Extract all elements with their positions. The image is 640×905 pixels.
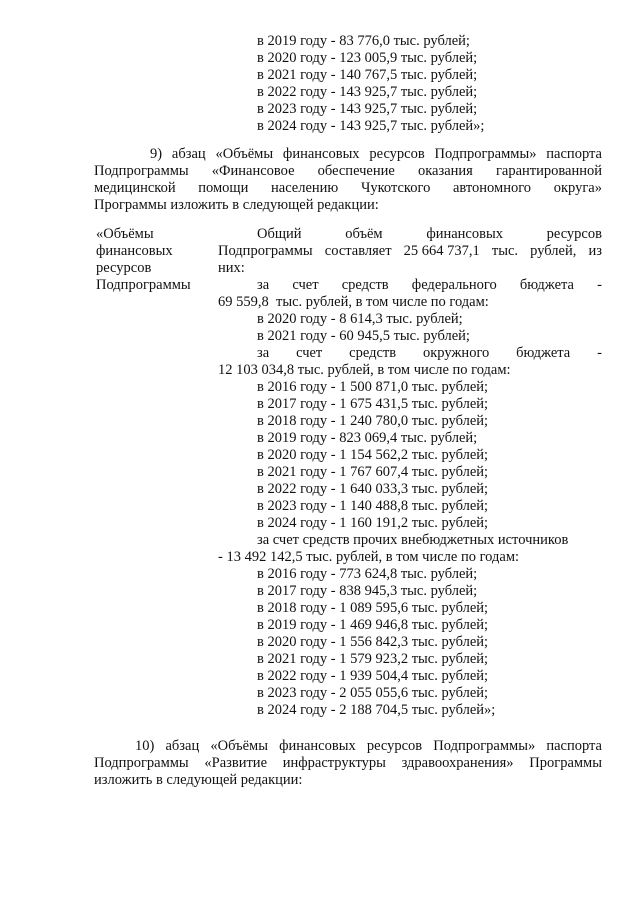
total-line1 bbox=[257, 226, 602, 243]
word: Общий bbox=[257, 226, 302, 242]
other-year-line: в 2024 году - 2 188 704,5 тыс. рублей»; bbox=[257, 702, 496, 718]
federal-line1 bbox=[257, 277, 602, 294]
word: Подпрограммы bbox=[94, 163, 189, 179]
left-col-line: Подпрограммы bbox=[96, 277, 191, 293]
district-year-line: в 2020 году - 1 154 562,2 тыс. рублей; bbox=[257, 447, 489, 463]
word: 10) bbox=[135, 738, 155, 754]
district-year-line: в 2017 году - 1 675 431,5 тыс. рублей; bbox=[257, 396, 489, 412]
word: автономного bbox=[452, 180, 532, 196]
word: «Развитие bbox=[204, 755, 268, 771]
word: Подпрограммы» bbox=[433, 738, 536, 754]
district-year-line: в 2018 году - 1 240 780,0 тыс. рублей; bbox=[257, 413, 489, 429]
left-col-line: «Объёмы bbox=[96, 226, 154, 242]
para9-line3 bbox=[94, 180, 602, 197]
other-year-line: в 2021 году - 1 579 923,2 тыс. рублей; bbox=[257, 651, 489, 667]
other-year-line: в 2022 году - 1 939 504,4 тыс. рублей; bbox=[257, 668, 489, 684]
word: за bbox=[257, 277, 270, 293]
word: окружного bbox=[423, 345, 490, 361]
word: помощи bbox=[198, 180, 249, 196]
other-year-line: в 2023 году - 2 055 055,6 тыс. рублей; bbox=[257, 685, 489, 701]
word: счет bbox=[292, 277, 319, 293]
word: медицинской bbox=[94, 180, 176, 196]
other-year-line: в 2019 году - 1 469 946,8 тыс. рублей; bbox=[257, 617, 489, 633]
para10-line1 bbox=[135, 738, 602, 755]
word: «Финансовое bbox=[211, 163, 295, 179]
total-line3: них: bbox=[218, 260, 245, 276]
word: «Объёмы bbox=[210, 738, 268, 754]
federal-line2: 69 559,8 тыс. рублей, в том числе по годам: bbox=[218, 294, 489, 310]
para9-line4: Программы изложить в следующей редакции: bbox=[94, 197, 379, 213]
word: бюджета bbox=[519, 277, 574, 293]
district-year-line: в 2019 году - 823 069,4 тыс. рублей; bbox=[257, 430, 478, 446]
district-year-line: в 2022 году - 1 640 033,3 тыс. рублей; bbox=[257, 481, 489, 497]
word: оказания bbox=[417, 163, 473, 179]
para10-line2 bbox=[94, 755, 602, 772]
word: ресурсов bbox=[546, 226, 602, 242]
word: паспорта bbox=[546, 738, 602, 754]
word: Подпрограммы bbox=[218, 243, 313, 259]
word: бюджета bbox=[516, 345, 571, 361]
federal-year-line: в 2020 году - 8 614,3 тыс. рублей; bbox=[257, 311, 463, 327]
para9-line1 bbox=[150, 146, 602, 163]
district-year-line: в 2016 году - 1 500 871,0 тыс. рублей; bbox=[257, 379, 489, 395]
word: ресурсов bbox=[369, 146, 425, 162]
other-line2: - 13 492 142,5 тыс. рублей, в том числе по годам: bbox=[218, 549, 520, 565]
top-line: в 2020 году - 123 005,9 тыс. рублей; bbox=[257, 50, 478, 66]
top-line: в 2023 году - 143 925,7 тыс. рублей; bbox=[257, 101, 478, 117]
word: средств bbox=[341, 277, 389, 293]
left-col-line: ресурсов bbox=[96, 260, 152, 276]
word: 25 664 737,1 bbox=[403, 243, 480, 259]
para9-line2 bbox=[94, 163, 602, 180]
other-year-line: в 2018 году - 1 089 595,6 тыс. рублей; bbox=[257, 600, 489, 616]
word: составляет bbox=[324, 243, 392, 259]
word: паспорта bbox=[546, 146, 602, 162]
word: рублей, bbox=[530, 243, 577, 259]
district-year-line: в 2023 году - 1 140 488,8 тыс. рублей; bbox=[257, 498, 489, 514]
top-line: в 2022 году - 143 925,7 тыс. рублей; bbox=[257, 84, 478, 100]
word: из bbox=[588, 243, 602, 259]
word: округа» bbox=[553, 180, 602, 196]
word: инфраструктуры bbox=[282, 755, 386, 771]
other-year-line: в 2017 году - 838 945,3 тыс. рублей; bbox=[257, 583, 478, 599]
word: 9) bbox=[150, 146, 163, 162]
word: объём bbox=[345, 226, 383, 242]
left-col-line: финансовых bbox=[96, 243, 173, 259]
word: Подпрограммы bbox=[94, 755, 189, 771]
word: финансовых bbox=[426, 226, 503, 242]
district-line2: 12 103 034,8 тыс. рублей, в том числе по годам: bbox=[218, 362, 511, 378]
word: ресурсов bbox=[366, 738, 423, 754]
word: обеспечение bbox=[317, 163, 395, 179]
word: - bbox=[597, 277, 602, 293]
word: счет bbox=[296, 345, 323, 361]
word: финансовых bbox=[282, 146, 360, 162]
word: за bbox=[257, 345, 270, 361]
other-year-line: в 2016 году - 773 624,8 тыс. рублей; bbox=[257, 566, 478, 582]
top-line: в 2024 году - 143 925,7 тыс. рублей»; bbox=[257, 118, 485, 134]
total-line2 bbox=[218, 243, 602, 260]
other-year-line: в 2020 году - 1 556 842,3 тыс. рублей; bbox=[257, 634, 489, 650]
word: финансовых bbox=[279, 738, 356, 754]
word: Чукотского bbox=[360, 180, 431, 196]
word: гарантированной bbox=[495, 163, 602, 179]
word: населению bbox=[271, 180, 339, 196]
word: Подпрограммы» bbox=[434, 146, 537, 162]
top-line: в 2021 году - 140 767,5 тыс. рублей; bbox=[257, 67, 478, 83]
word: средств bbox=[349, 345, 397, 361]
word: Программы bbox=[529, 755, 602, 771]
word: - bbox=[597, 345, 602, 361]
district-line1 bbox=[257, 345, 602, 362]
top-line: в 2019 году - 83 776,0 тыс. рублей; bbox=[257, 33, 470, 49]
district-year-line: в 2024 году - 1 160 191,2 тыс. рублей; bbox=[257, 515, 489, 531]
district-year-line: в 2021 году - 1 767 607,4 тыс. рублей; bbox=[257, 464, 489, 480]
word: «Объёмы bbox=[215, 146, 274, 162]
word: абзац bbox=[171, 146, 206, 162]
word: здравоохранения» bbox=[401, 755, 514, 771]
other-line1: за счет средств прочих внебюджетных источников bbox=[257, 532, 569, 548]
word: тыс. bbox=[491, 243, 519, 259]
para10-line3: изложить в следующей редакции: bbox=[94, 772, 303, 788]
federal-year-line: в 2021 году - 60 945,5 тыс. рублей; bbox=[257, 328, 470, 344]
word: абзац bbox=[165, 738, 200, 754]
word: федерального bbox=[411, 277, 497, 293]
